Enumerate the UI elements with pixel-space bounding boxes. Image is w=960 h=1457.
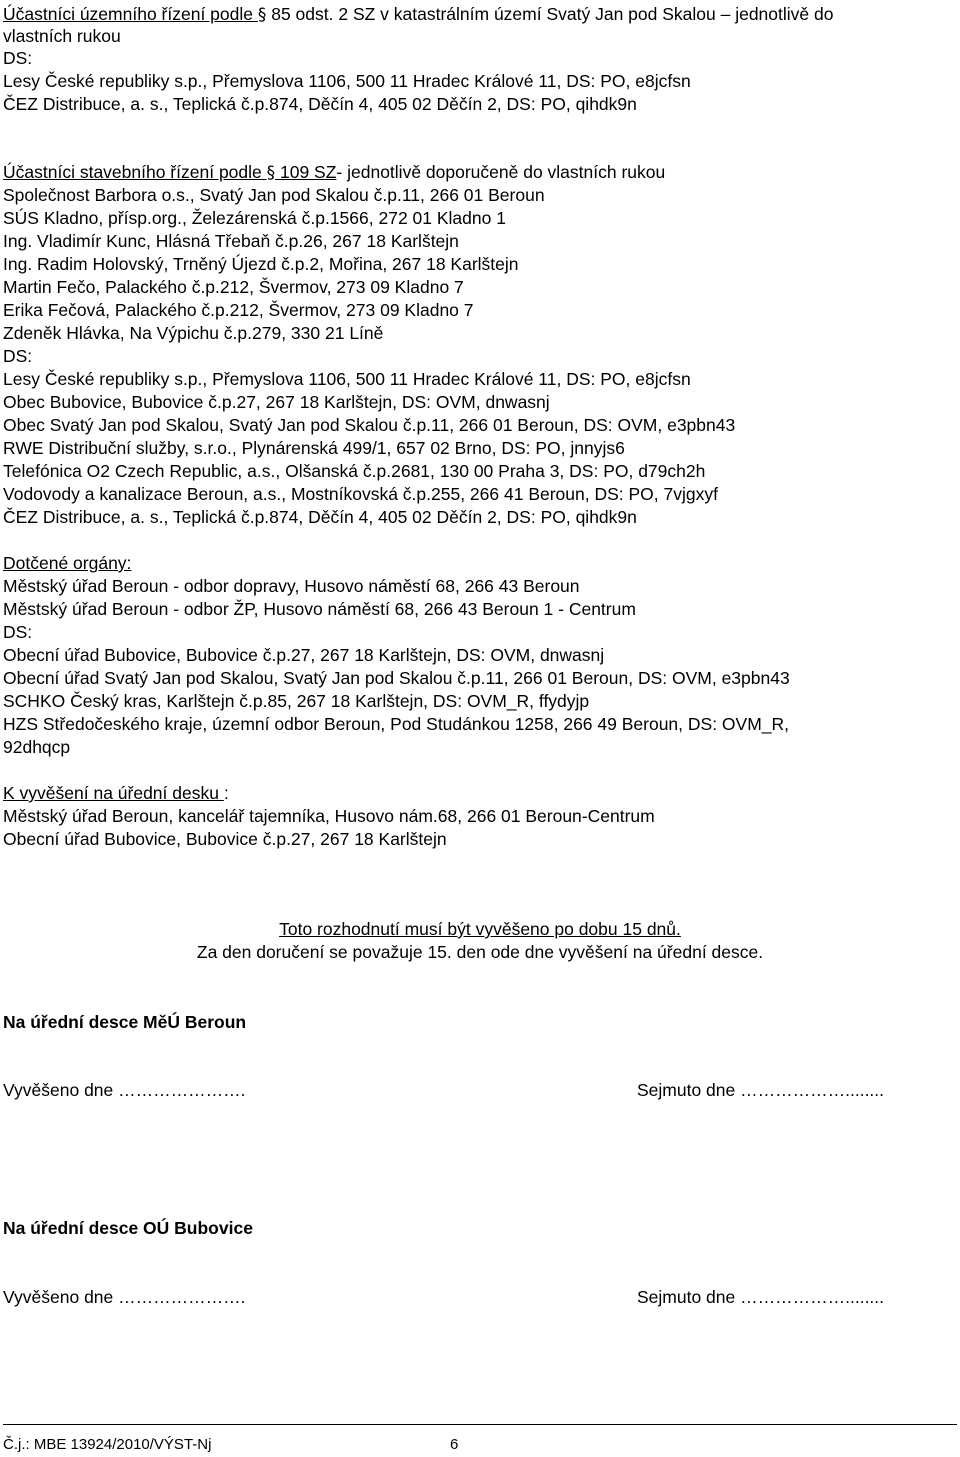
section2-heading	[3, 161, 665, 185]
list-item: Společnost Barbora o.s., Svatý Jan pod Skalou č.p.11, 266 01 Beroun	[3, 185, 545, 205]
list-item: Lesy České republiky s.p., Přemyslova 1106, 500 11 Hradec Králové 11, DS: PO, e8jcfsn	[3, 369, 691, 389]
section2-heading-post: - jednotlivě doporučeně do vlastních rukou	[336, 162, 666, 182]
footer-divider	[3, 1424, 957, 1425]
board2-posted: Vyvěšeno dne ………………….	[3, 1287, 246, 1307]
section3-heading: Dotčené orgány:	[3, 553, 132, 573]
section2-heading-mid: 109 SZ	[275, 162, 337, 182]
notice-line1	[0, 918, 960, 941]
list-item: Obec Bubovice, Bubovice č.p.27, 267 18 Karlštejn, DS: OVM, dnwasnj	[3, 392, 550, 412]
list-item: SÚS Kladno, přísp.org., Železárenská č.p.1566, 272 01 Kladno 1	[3, 208, 506, 228]
list-item: Obecní úřad Svatý Jan pod Skalou, Svatý Jan pod Skalou č.p.11, 266 01 Beroun, DS: OVM, e3pbn43	[3, 668, 790, 688]
list-item: Obec Svatý Jan pod Skalou, Svatý Jan pod Skalou č.p.11, 266 01 Beroun, DS: OVM, e3pbn43	[3, 415, 736, 435]
section2-heading-pre: Účastníci stavebního řízení podle	[3, 162, 267, 182]
board2-removed: Sejmuto dne ………………........	[637, 1287, 885, 1307]
footer-reference: Č.j.: MBE 13924/2010/VÝST-Nj	[3, 1436, 212, 1453]
list-item: Obecní úřad Bubovice, Bubovice č.p.27, 267 18 Karlštejn	[3, 829, 447, 849]
list-item: Městský úřad Beroun - odbor ŽP, Husovo náměstí 68, 266 43 Beroun 1 - Centrum	[3, 599, 636, 619]
section1-heading	[3, 3, 833, 27]
list-item: Telefónica O2 Czech Republic, a.s., Olšanská č.p.2681, 130 00 Praha 3, DS: PO, d79ch2h	[3, 461, 706, 481]
list-item: Erika Fečová, Palackého č.p.212, Švermov, 273 09 Kladno 7	[3, 300, 474, 320]
notice-line1-text: Toto rozhodnutí musí být vyvěšeno po dobu 15 dnů.	[279, 919, 681, 939]
section-sign-icon: §	[266, 163, 276, 183]
list-item: Městský úřad Beroun, kancelář tajemníka, Husovo nám.68, 266 01 Beroun-Centrum	[3, 806, 655, 826]
list-item: HZS Středočeského kraje, územní odbor Beroun, Pod Studánkou 1258, 266 49 Beroun, DS: OVM_R,	[3, 714, 790, 734]
board1-posted: Vyvěšeno dne ………………….	[3, 1080, 246, 1100]
list-item: Martin Fečo, Palackého č.p.212, Švermov, 273 09 Kladno 7	[3, 277, 464, 297]
section4-heading	[3, 782, 229, 805]
section1-heading-pre: Účastníci územního řízení podle	[3, 4, 258, 24]
list-item: Zdeněk Hlávka, Na Výpichu č.p.279, 330 21 Líně	[3, 323, 384, 343]
page-number: 6	[450, 1436, 459, 1453]
list-item: Vodovody a kanalizace Beroun, a.s., Mostníkovská č.p.255, 266 41 Beroun, DS: PO, 7vjgxyf	[3, 484, 718, 504]
section1-heading-post: 85 odst. 2 SZ v katastrálním území Svatý Jan pod Skalou – jednotlivě do	[266, 4, 834, 24]
section-sign-icon: §	[257, 5, 267, 25]
section2-ds-label: DS:	[3, 346, 33, 366]
list-item: Obecní úřad Bubovice, Bubovice č.p.27, 267 18 Karlštejn, DS: OVM, dnwasnj	[3, 645, 605, 665]
board2-title: Na úřední desce OÚ Bubovice	[3, 1218, 253, 1238]
section4-heading-text: K vyvěšení na úřední desku	[3, 783, 224, 803]
list-item: RWE Distribuční služby, s.r.o., Plynárenská 499/1, 657 02 Brno, DS: PO, jnnyjs6	[3, 438, 625, 458]
section3-ds-label: DS:	[3, 622, 33, 642]
list-item: SCHKO Český kras, Karlštejn č.p.85, 267 18 Karlštejn, DS: OVM_R, ffydyjp	[3, 691, 590, 711]
list-item: Lesy České republiky s.p., Přemyslova 1106, 500 11 Hradec Králové 11, DS: PO, e8jcfsn	[3, 71, 691, 91]
list-item: Ing. Vladimír Kunc, Hlásná Třebaň č.p.26, 267 18 Karlštejn	[3, 231, 459, 251]
list-item: ČEZ Distribuce, a. s., Teplická č.p.874, Děčín 4, 405 02 Děčín 2, DS: PO, qihdk9n	[3, 507, 637, 527]
board1-removed: Sejmuto dne ………………........	[637, 1080, 885, 1100]
list-item: Ing. Radim Holovský, Trněný Újezd č.p.2, Mořina, 267 18 Karlštejn	[3, 254, 519, 274]
section1-heading-cont: vlastních rukou	[3, 26, 121, 46]
board1-title: Na úřední desce MěÚ Beroun	[3, 1012, 247, 1032]
section1-ds-label: DS:	[3, 48, 33, 68]
notice-line2: Za den doručení se považuje 15. den ode dne vyvěšení na úřední desce.	[196, 942, 764, 962]
list-item: Městský úřad Beroun - odbor dopravy, Husovo náměstí 68, 266 43 Beroun	[3, 576, 580, 596]
list-item: 92dhqcp	[3, 737, 71, 757]
section4-heading-colon: :	[223, 783, 229, 803]
list-item: ČEZ Distribuce, a. s., Teplická č.p.874, Děčín 4, 405 02 Děčín 2, DS: PO, qihdk9n	[3, 94, 637, 114]
